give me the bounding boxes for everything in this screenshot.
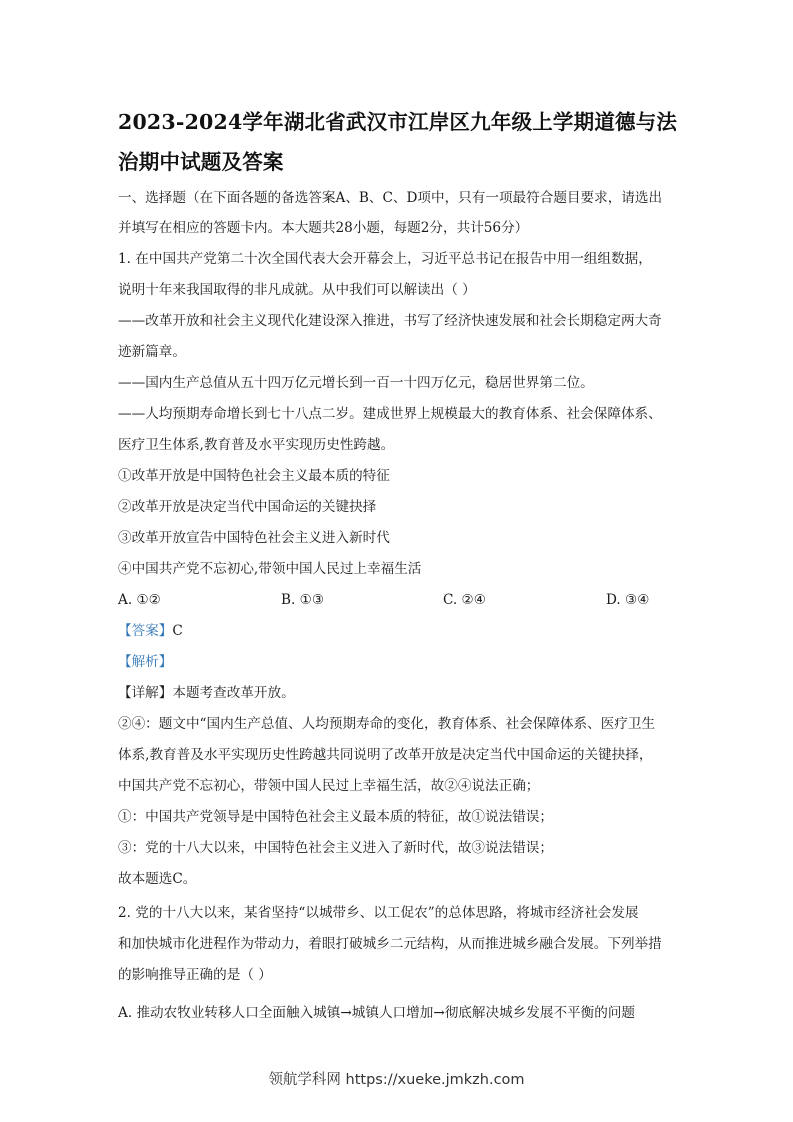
q1-option-c: C. ②④ (443, 592, 486, 608)
detail-tag: 【详解】 (118, 685, 173, 701)
q1-explanation-2: 体系,教育普及水平实现历史性跨越共同说明了改革开放是决定当代中国命运的关键抉择， (118, 747, 653, 763)
q2-stem-line-3: 的影响推导正确的是（ ） (118, 967, 272, 983)
q1-answer (118, 621, 690, 641)
q1-option-d: D. ③④ (606, 592, 650, 608)
q1-option-a: A. ①② (118, 592, 161, 608)
document-title-line-1: 2023-2024学年湖北省武汉市江岸区九年级上学期道德与法 (118, 110, 678, 134)
q1-explanation-4: ①：中国共产党领导是中国特色社会主义最本质的特征，故①说法错误； (118, 809, 553, 825)
q1-statement-3: ③改革开放宣告中国特色社会主义进入新时代 (118, 530, 390, 546)
q1-material-3a: ——人均预期寿命增长到七十八点二岁。建成世界上规模最大的教育体系、社会保障体系、 (118, 406, 662, 422)
detail-text: 本题考查改革开放。 (172, 685, 295, 701)
q1-analysis-heading (118, 652, 690, 672)
answer-tag: 【答案】 (118, 623, 173, 639)
q1-explanation-3: 中国共产党不忘初心，带领中国人民过上幸福生活，故②④说法正确； (118, 778, 540, 794)
q1-explanation-1: ②④：题文中“国内生产总值、人均预期寿命的变化，教育体系、社会保障体系、医疗卫生 (118, 716, 656, 732)
section-instructions-line-1: 一、选择题（在下面各题的备选答案A、B、C、D项中，只有一项最符合题目要求，请选出 (118, 190, 663, 206)
footer-watermark: 领航学科网 https://xueke.jmkzh.com (268, 1072, 525, 1088)
analysis-tag: 【解析】 (118, 654, 173, 670)
q1-statement-1: ①改革开放是中国特色社会主义最本质的特征 (118, 468, 390, 484)
section-instructions-line-2: 并填写在相应的答题卡内。本大题共28小题，每题2分，共计56分） (118, 220, 529, 236)
q1-option-b: B. ①③ (281, 592, 325, 608)
q1-stem-line-1: 1. 在中国共产党第二十次全国代表大会开幕会上，习近平总书记在报告中用一组组数据， (118, 251, 652, 267)
q1-material-3b: 医疗卫生体系,教育普及水平实现历史性跨越。 (118, 437, 395, 453)
q1-material-1b: 迹新篇章。 (118, 344, 186, 360)
q1-statement-4: ④中国共产党不忘初心,带领中国人民过上幸福生活 (118, 561, 422, 577)
q1-explanation-5: ③：党的十八大以来，中国特色社会主义进入了新时代，故③说法错误； (118, 840, 553, 856)
q2-option-a: A. 推动农牧业转移人口全面触入城镇→城镇人口增加→彻底解决城乡发展不平衡的问题 (118, 1005, 636, 1021)
q2-stem-line-1: 2. 党的十八大以来，某省坚持“以城带乡、以工促农”的总体思路，将城市经济社会发展 (118, 905, 639, 921)
answer-value: C (172, 623, 183, 639)
q1-material-1a: ——改革开放和社会主义现代化建设深入推进，书写了经济快速发展和社会长期稳定两大奇 (118, 313, 662, 329)
q2-stem-line-2: 和加快城市化进程作为带动力，着眼打破城乡二元结构，从而推进城乡融合发展。下列举措 (118, 936, 662, 952)
q1-detail (118, 683, 690, 703)
q1-material-2: ——国内生产总值从五十四万亿元增长到一百一十四万亿元，稳居世界第二位。 (118, 375, 594, 391)
q1-stem-line-2: 说明十年来我国取得的非凡成就。从中我们可以解读出（ ） (118, 282, 476, 298)
q1-explanation-6: 故本题选C。 (118, 871, 197, 887)
document-title-line-2: 治期中试题及答案 (118, 150, 284, 174)
q1-statement-2: ②改革开放是决定当代中国命运的关键抉择 (118, 499, 377, 515)
